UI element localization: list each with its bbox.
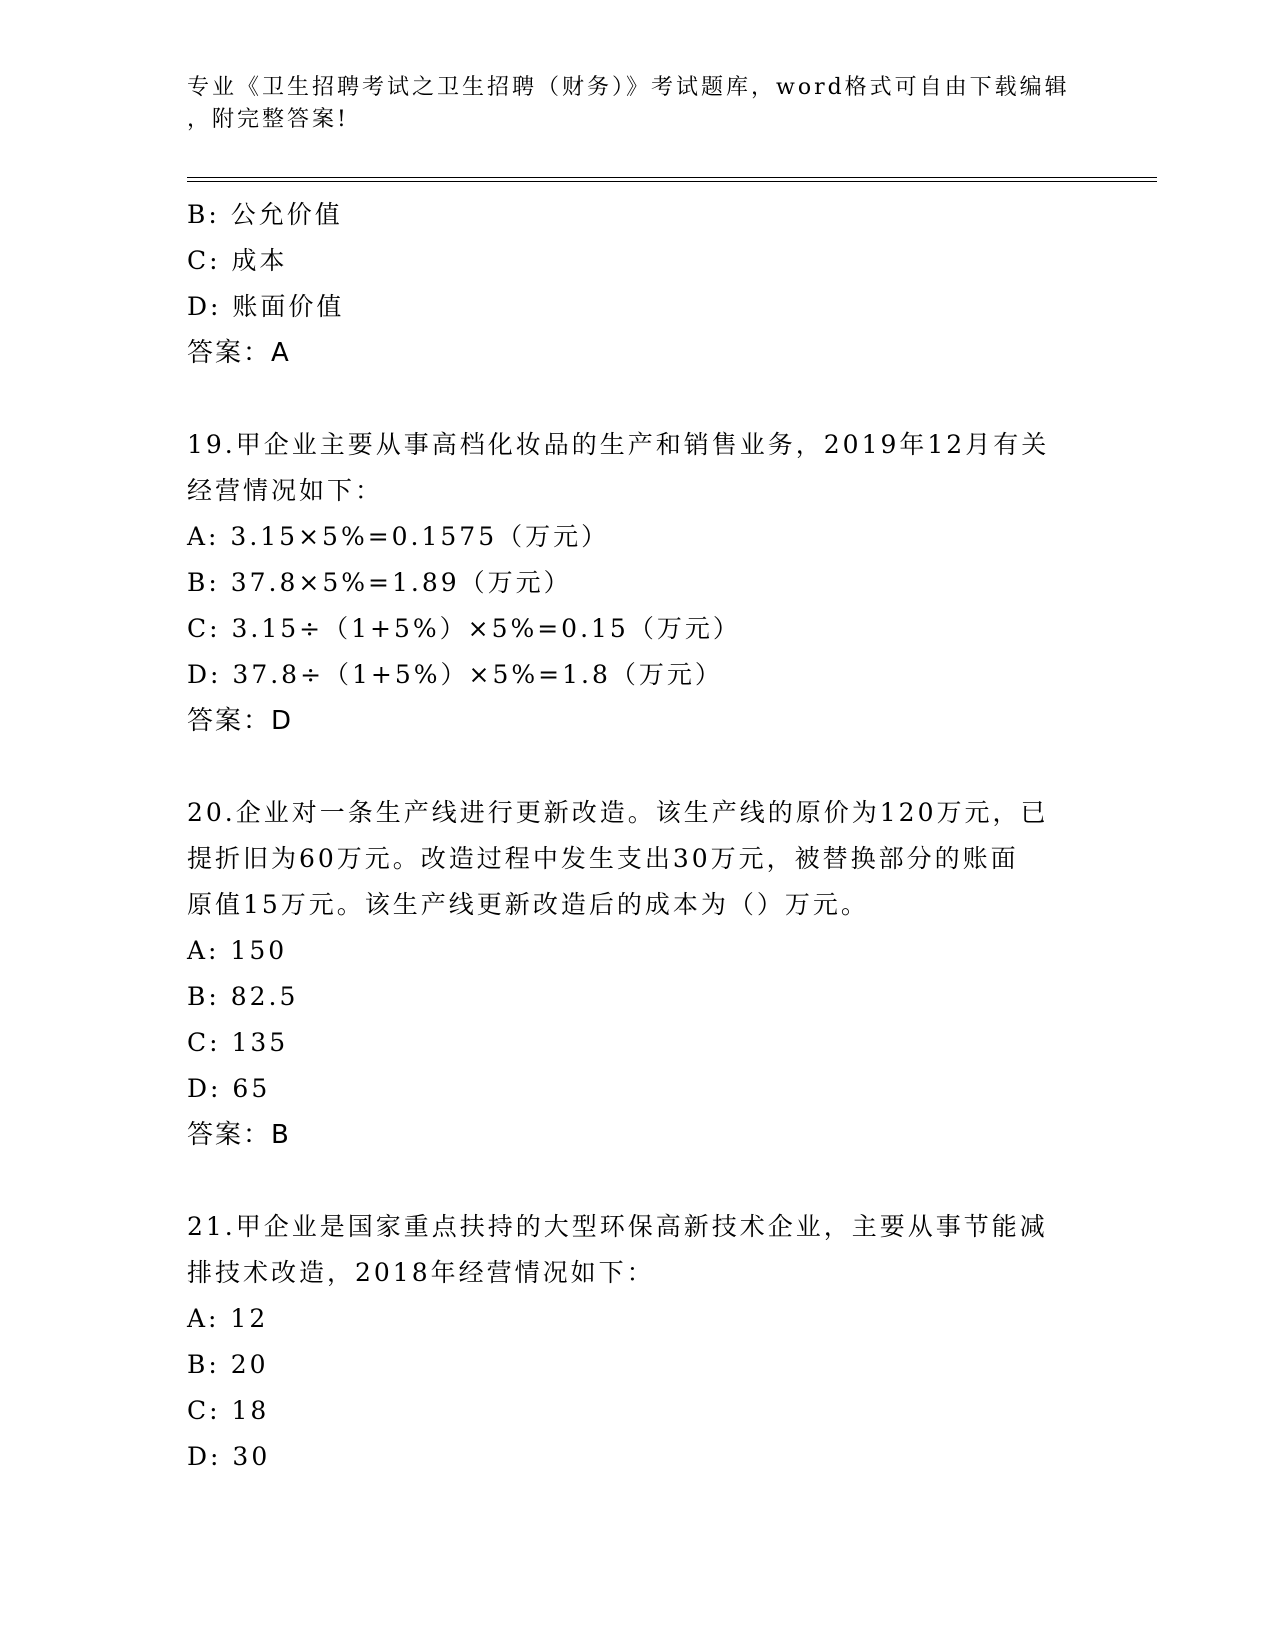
option-a: A: 150 — [187, 936, 288, 965]
option-d: D: 账面价值 — [187, 292, 345, 321]
header-divider-top — [187, 177, 1157, 178]
option-c: C: 3.15÷（1+5%）×5%=0.15（万元） — [187, 614, 741, 643]
question-stem-line: 21.甲企业是国家重点扶持的大型环保高新技术企业，主要从事节能减 — [187, 1212, 1048, 1241]
answer-line: 答案：B — [187, 1120, 291, 1150]
answer-line: 答案：A — [187, 338, 291, 368]
option-b: B: 20 — [187, 1350, 269, 1379]
header-line-2: ，附完整答案! — [187, 107, 349, 132]
option-d: D: 65 — [187, 1074, 271, 1103]
answer-line: 答案：D — [187, 706, 294, 736]
option-a: A: 12 — [187, 1304, 269, 1333]
option-b: B: 82.5 — [187, 982, 299, 1011]
question-stem-line: 经营情况如下： — [187, 476, 384, 505]
document-header — [187, 72, 1087, 136]
question-20 — [187, 790, 1087, 1158]
option-d: D: 30 — [187, 1442, 271, 1471]
option-b: B: 公允价值 — [187, 200, 343, 229]
previous-question-tail — [187, 192, 1087, 376]
question-stem-line: 排技术改造，2018年经营情况如下： — [187, 1258, 655, 1287]
question-19 — [187, 422, 1087, 744]
option-c: C: 18 — [187, 1396, 270, 1425]
question-stem-line: 提折旧为60万元。改造过程中发生支出30万元，被替换部分的账面 — [187, 844, 1019, 873]
option-a: A: 3.15×5%=0.1575（万元） — [187, 522, 610, 551]
question-stem-line: 19.甲企业主要从事高档化妆品的生产和销售业务，2019年12月有关 — [187, 430, 1050, 459]
document-body — [187, 192, 1087, 1480]
option-b: B: 37.8×5%=1.89（万元） — [187, 568, 572, 597]
question-stem-line: 20.企业对一条生产线进行更新改造。该生产线的原价为120万元，已 — [187, 798, 1049, 827]
option-c: C: 成本 — [187, 246, 288, 275]
option-d: D: 37.8÷（1+5%）×5%=1.8（万元） — [187, 660, 723, 689]
option-c: C: 135 — [187, 1028, 289, 1057]
question-21 — [187, 1204, 1087, 1480]
header-line-1: 专业《卫生招聘考试之卫生招聘（财务）》考试题库，word格式可自由下载编辑 — [187, 75, 1070, 100]
question-stem-line: 原值15万元。该生产线更新改造后的成本为（）万元。 — [187, 890, 869, 919]
header-divider-bottom — [187, 181, 1157, 182]
